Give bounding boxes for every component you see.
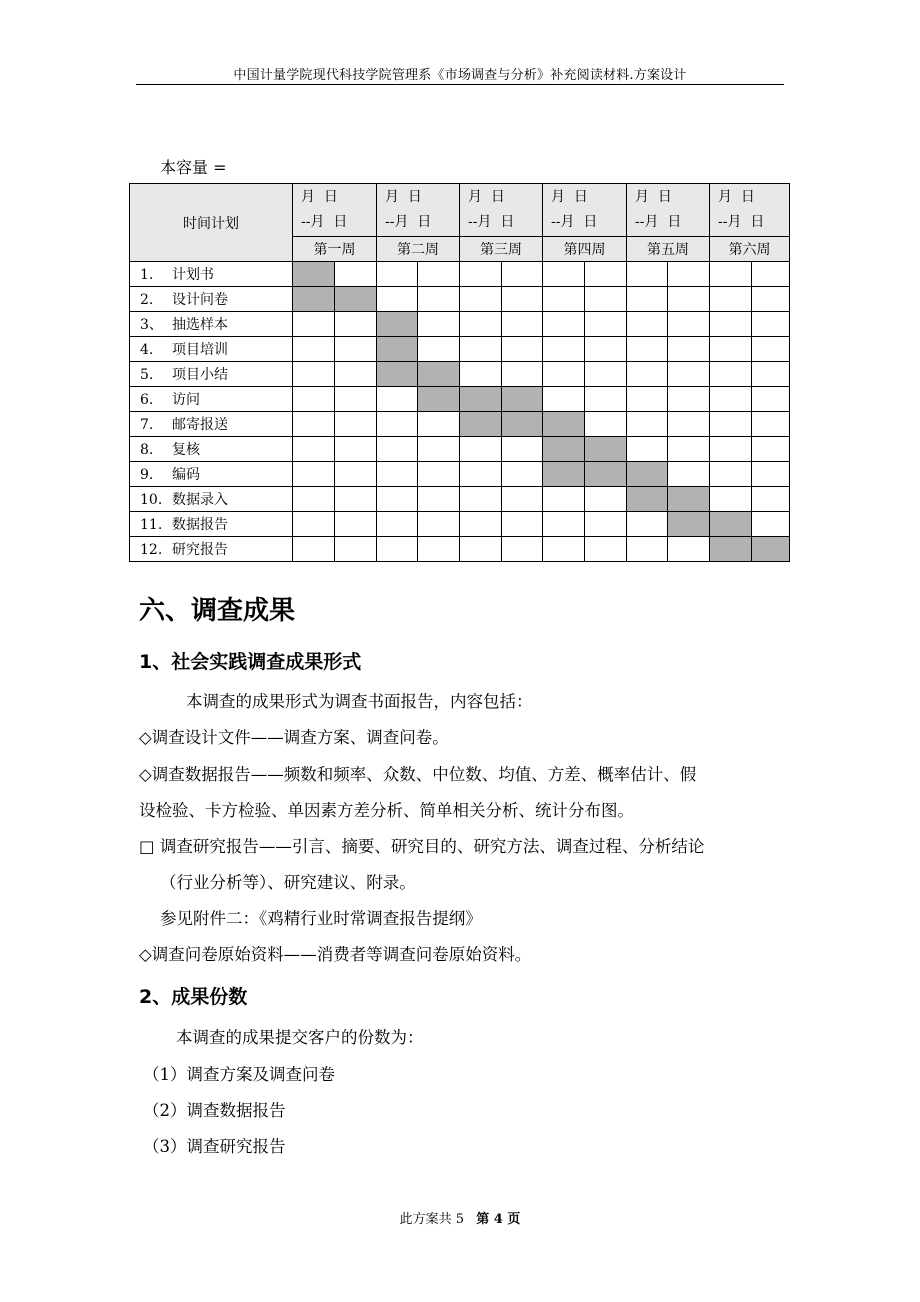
gantt-empty-cell [668,287,710,312]
gantt-bar-cell [335,287,377,312]
page-header: 中国计量学院现代科技学院管理系《市场调查与分析》补充阅读材料.方案设计 [233,68,687,83]
gantt-bar-cell [502,387,543,412]
gantt-bar-cell [460,387,502,412]
gantt-empty-cell [668,387,710,412]
gantt-empty-cell [752,487,790,512]
task-number: 6. [140,392,154,408]
gantt-empty-cell [543,312,585,337]
week-date-range [460,184,543,237]
schedule-table [129,183,790,562]
task-number: 2. [140,292,154,308]
gantt-empty-cell [710,362,752,387]
sub1-appendix-ref: 参见附件二：《鸡精行业时常调查报告提纲》 [160,909,482,928]
gantt-empty-cell [752,387,790,412]
task-label [130,512,293,537]
sub1-item-data-line1: ◇调查数据报告——频数和频率、众数、中位数、均值、方差、概率估计、假 [139,765,697,784]
week-label: 第三周 [460,237,543,262]
gantt-bar-cell [293,287,335,312]
task-name: 编码 [172,467,200,483]
gantt-empty-cell [335,387,377,412]
gantt-empty-cell [668,312,710,337]
gantt-empty-cell [710,262,752,287]
gantt-empty-cell [502,537,543,562]
week-label: 第二周 [377,237,460,262]
gantt-empty-cell [668,437,710,462]
gantt-empty-cell [377,387,418,412]
gantt-empty-cell [752,362,790,387]
gantt-empty-cell [335,312,377,337]
date-end: --月 日 [551,214,598,230]
gantt-empty-cell [293,387,335,412]
gantt-empty-cell [668,537,710,562]
gantt-empty-cell [710,337,752,362]
sub2-item-1: （1）调查方案及调查问卷 [143,1065,335,1084]
gantt-empty-cell [418,512,460,537]
task-label [130,537,293,562]
task-name: 设计问卷 [172,292,228,308]
gantt-empty-cell [377,537,418,562]
gantt-empty-cell [377,462,418,487]
task-label [130,462,293,487]
gantt-empty-cell [293,312,335,337]
sub1-item-questionnaire: ◇调查问卷原始资料——消费者等调查问卷原始资料。 [139,945,532,964]
task-name: 复核 [172,442,200,458]
gantt-bar-cell [418,362,460,387]
gantt-empty-cell [543,512,585,537]
week-label: 第五周 [627,237,710,262]
gantt-empty-cell [710,437,752,462]
task-number: 11. [140,517,163,533]
task-row [130,312,790,337]
gantt-empty-cell [710,287,752,312]
week-label: 第一周 [293,237,377,262]
gantt-bar-cell [668,487,710,512]
gantt-empty-cell [585,287,627,312]
task-row [130,387,790,412]
gantt-empty-cell [585,262,627,287]
task-label [130,437,293,462]
gantt-bar-cell [710,512,752,537]
footer-total: 此方案共 5 [399,1212,465,1227]
gantt-empty-cell [627,412,668,437]
gantt-empty-cell [293,487,335,512]
sub1-item-data-line2: 设检验、卡方检验、单因素方差分析、简单相关分析、统计分布图。 [139,801,634,820]
task-row [130,412,790,437]
gantt-empty-cell [335,462,377,487]
date-start: 月 日 [635,189,672,205]
header-rule [136,84,784,85]
gantt-empty-cell [377,512,418,537]
task-row [130,537,790,562]
gantt-bar-cell [377,337,418,362]
gantt-empty-cell [710,462,752,487]
gantt-bar-cell [668,512,710,537]
sub2-item-3: （3）调查研究报告 [143,1137,286,1156]
date-end: --月 日 [635,214,682,230]
gantt-empty-cell [543,387,585,412]
week-date-range [293,184,377,237]
gantt-empty-cell [585,412,627,437]
gantt-bar-cell [585,437,627,462]
task-label [130,312,293,337]
gantt-empty-cell [668,262,710,287]
gantt-bar-cell [585,462,627,487]
gantt-bar-cell [710,537,752,562]
section-title: 六、调查成果 [139,596,296,626]
gantt-empty-cell [377,412,418,437]
sub1-item-research-line1: □ 调查研究报告——引言、摘要、研究目的、研究方法、调查过程、分析结论 [139,837,705,856]
gantt-empty-cell [460,462,502,487]
gantt-bar-cell [627,487,668,512]
gantt-empty-cell [585,337,627,362]
task-row [130,337,790,362]
gantt-empty-cell [710,312,752,337]
subsection-2-title: 2、成果份数 [139,986,248,1008]
gantt-empty-cell [335,537,377,562]
task-name: 邮寄报送 [172,417,228,433]
week-label: 第四周 [543,237,627,262]
gantt-empty-cell [460,437,502,462]
gantt-empty-cell [335,362,377,387]
gantt-empty-cell [335,412,377,437]
gantt-empty-cell [627,362,668,387]
subsection-1-title: 1、社会实践调查成果形式 [139,651,362,673]
gantt-empty-cell [460,537,502,562]
gantt-empty-cell [418,487,460,512]
gantt-bar-cell [418,387,460,412]
gantt-empty-cell [752,512,790,537]
gantt-empty-cell [752,462,790,487]
gantt-empty-cell [668,412,710,437]
gantt-empty-cell [752,437,790,462]
gantt-empty-cell [585,387,627,412]
gantt-empty-cell [335,262,377,287]
gantt-empty-cell [335,337,377,362]
gantt-empty-cell [502,337,543,362]
task-row [130,487,790,512]
date-start: 月 日 [551,189,588,205]
task-name: 项目培训 [172,342,228,358]
gantt-empty-cell [752,312,790,337]
date-start: 月 日 [385,189,422,205]
task-number: 5. [140,367,154,383]
gantt-empty-cell [627,537,668,562]
task-row [130,512,790,537]
gantt-empty-cell [335,487,377,512]
gantt-empty-cell [460,262,502,287]
gantt-empty-cell [293,512,335,537]
gantt-empty-cell [543,287,585,312]
gantt-empty-cell [752,412,790,437]
gantt-empty-cell [668,337,710,362]
gantt-empty-cell [502,462,543,487]
gantt-empty-cell [502,362,543,387]
sub1-intro: 本调查的成果形式为调查书面报告，内容包括： [186,692,533,711]
gantt-empty-cell [418,312,460,337]
task-name: 抽选样本 [172,317,228,333]
gantt-empty-cell [418,287,460,312]
task-number: 3、 [140,317,163,333]
gantt-empty-cell [460,362,502,387]
gantt-empty-cell [377,487,418,512]
gantt-empty-cell [460,487,502,512]
gantt-empty-cell [627,512,668,537]
task-label [130,287,293,312]
gantt-bar-cell [502,412,543,437]
gantt-empty-cell [293,537,335,562]
task-number: 4. [140,342,154,358]
gantt-empty-cell [752,287,790,312]
gantt-empty-cell [293,462,335,487]
gantt-bar-cell [377,362,418,387]
gantt-empty-cell [293,412,335,437]
gantt-empty-cell [460,337,502,362]
gantt-empty-cell [377,437,418,462]
task-label [130,487,293,512]
task-name: 数据录入 [172,492,228,508]
sub1-item-design: ◇调查设计文件——调查方案、调查问卷。 [139,728,449,747]
gantt-empty-cell [752,262,790,287]
page-footer [0,1208,920,1227]
gantt-empty-cell [627,437,668,462]
sub2-intro: 本调查的成果提交客户的份数为： [176,1028,424,1047]
week-date-range [710,184,790,237]
gantt-empty-cell [460,512,502,537]
gantt-empty-cell [460,312,502,337]
gantt-empty-cell [627,387,668,412]
task-number: 12. [140,542,163,558]
gantt-bar-cell [543,462,585,487]
gantt-empty-cell [335,437,377,462]
gantt-bar-cell [543,437,585,462]
task-row [130,437,790,462]
date-start: 月 日 [718,189,755,205]
gantt-empty-cell [418,412,460,437]
gantt-empty-cell [502,437,543,462]
gantt-empty-cell [377,287,418,312]
task-row [130,362,790,387]
gantt-empty-cell [710,487,752,512]
gantt-empty-cell [502,312,543,337]
gantt-empty-cell [418,537,460,562]
gantt-empty-cell [335,512,377,537]
task-name: 项目小结 [172,367,228,383]
sub1-item-research-line2: （行业分析等）、研究建议、附录。 [160,873,416,892]
task-number: 1. [140,267,154,283]
gantt-empty-cell [585,362,627,387]
gantt-empty-cell [418,437,460,462]
gantt-empty-cell [502,512,543,537]
gantt-empty-cell [752,337,790,362]
gantt-empty-cell [710,387,752,412]
gantt-empty-cell [293,362,335,387]
gantt-empty-cell [543,487,585,512]
date-end: --月 日 [385,214,432,230]
date-end: --月 日 [468,214,515,230]
gantt-empty-cell [627,287,668,312]
date-end: --月 日 [718,214,765,230]
gantt-bar-cell [752,537,790,562]
gantt-empty-cell [377,262,418,287]
gantt-bar-cell [627,462,668,487]
gantt-empty-cell [418,337,460,362]
task-name: 访问 [172,392,200,408]
footer-page-number: 第 4 页 [476,1212,521,1227]
task-name: 研究报告 [172,542,228,558]
gantt-empty-cell [585,312,627,337]
gantt-empty-cell [293,437,335,462]
gantt-bar-cell [543,412,585,437]
schedule-title: 时间计划 [130,184,293,262]
gantt-empty-cell [543,537,585,562]
sub2-item-2: （2）调查数据报告 [143,1101,286,1120]
task-label [130,387,293,412]
gantt-empty-cell [710,412,752,437]
task-name: 数据报告 [172,517,228,533]
gantt-bar-cell [377,312,418,337]
capacity-label: 本容量 = [160,158,227,177]
gantt-empty-cell [293,337,335,362]
gantt-empty-cell [502,287,543,312]
gantt-empty-cell [585,512,627,537]
gantt-empty-cell [418,462,460,487]
task-row [130,262,790,287]
gantt-empty-cell [418,262,460,287]
date-end: --月 日 [301,214,348,230]
gantt-empty-cell [543,262,585,287]
week-label: 第六周 [710,237,790,262]
task-label [130,362,293,387]
task-name: 计划书 [172,267,214,283]
gantt-empty-cell [543,362,585,387]
task-number: 9. [140,467,154,483]
gantt-empty-cell [668,362,710,387]
task-number: 7. [140,417,154,433]
gantt-empty-cell [502,487,543,512]
gantt-bar-cell [460,412,502,437]
task-label [130,412,293,437]
week-date-range [627,184,710,237]
gantt-empty-cell [585,487,627,512]
week-date-range [377,184,460,237]
task-row [130,462,790,487]
gantt-empty-cell [460,287,502,312]
date-start: 月 日 [468,189,505,205]
week-date-range [543,184,627,237]
task-number: 10. [140,492,163,508]
gantt-empty-cell [502,262,543,287]
task-label [130,262,293,287]
gantt-empty-cell [627,337,668,362]
gantt-empty-cell [585,537,627,562]
gantt-empty-cell [627,262,668,287]
gantt-empty-cell [668,462,710,487]
date-start: 月 日 [301,189,338,205]
gantt-empty-cell [543,337,585,362]
gantt-bar-cell [293,262,335,287]
task-row [130,287,790,312]
task-number: 8. [140,442,154,458]
task-label [130,337,293,362]
gantt-empty-cell [627,312,668,337]
